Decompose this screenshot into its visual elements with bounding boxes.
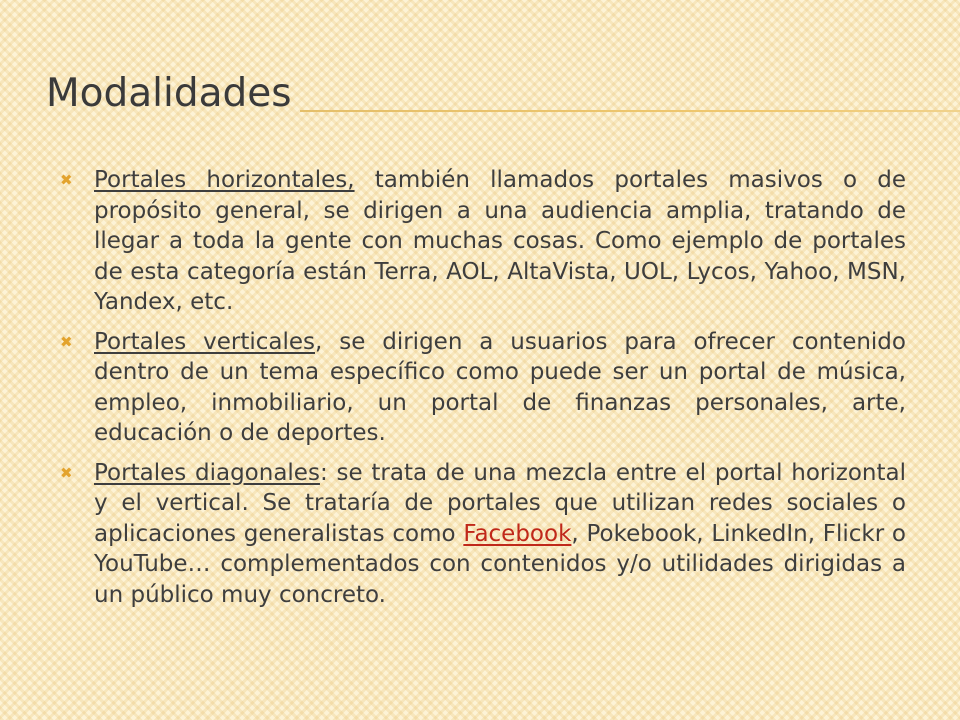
- bullet-term: Portales verticales: [94, 328, 315, 355]
- bullet-text: , se dirigen a usuarios para ofrecer contenido dentro de un tema específico como puede ser un portal de música, empleo, inmobiliario, un portal de finanzas personales, arte, educación o de deportes.: [94, 328, 906, 446]
- title-underline-rule: [300, 110, 960, 112]
- bullet-list: [60, 165, 906, 619]
- facebook-link[interactable]: Facebook: [463, 520, 572, 547]
- bullet-term: Portales horizontales,: [94, 167, 355, 193]
- slide-title: Modalidades: [46, 71, 292, 116]
- bullet-x-icon: ✖: [60, 332, 73, 351]
- bullet-item-verticales: [60, 327, 906, 449]
- bullet-x-icon: ✖: [60, 171, 73, 189]
- bullet-text: también llamados portales masivos o de propósito general, se dirigen a una audiencia amplia, tratando de llegar a toda la gente con muchas cosas. Como ejemplo de portales de esta categoría están Terra, AOL, AltaVista, UOL, Lycos, Yahoo, MSN, Yandex, etc.: [94, 167, 906, 315]
- bullet-x-icon: ✖: [60, 463, 73, 482]
- bullet-item-diagonales: [60, 458, 906, 611]
- bullet-item-horizontales: [60, 165, 906, 318]
- bullet-text: : se trata de una mezcla entre el portal horizontal y el vertical. Se trataría de portales que utilizan redes sociales o aplicaciones generalistas como: [94, 459, 906, 547]
- bullet-text: , Pokebook, LinkedIn, Flickr o YouTube… complementados con contenidos y/o utilidades dirigidas a un público muy concreto.: [94, 520, 907, 608]
- bullet-term: Portales diagonales: [94, 459, 320, 486]
